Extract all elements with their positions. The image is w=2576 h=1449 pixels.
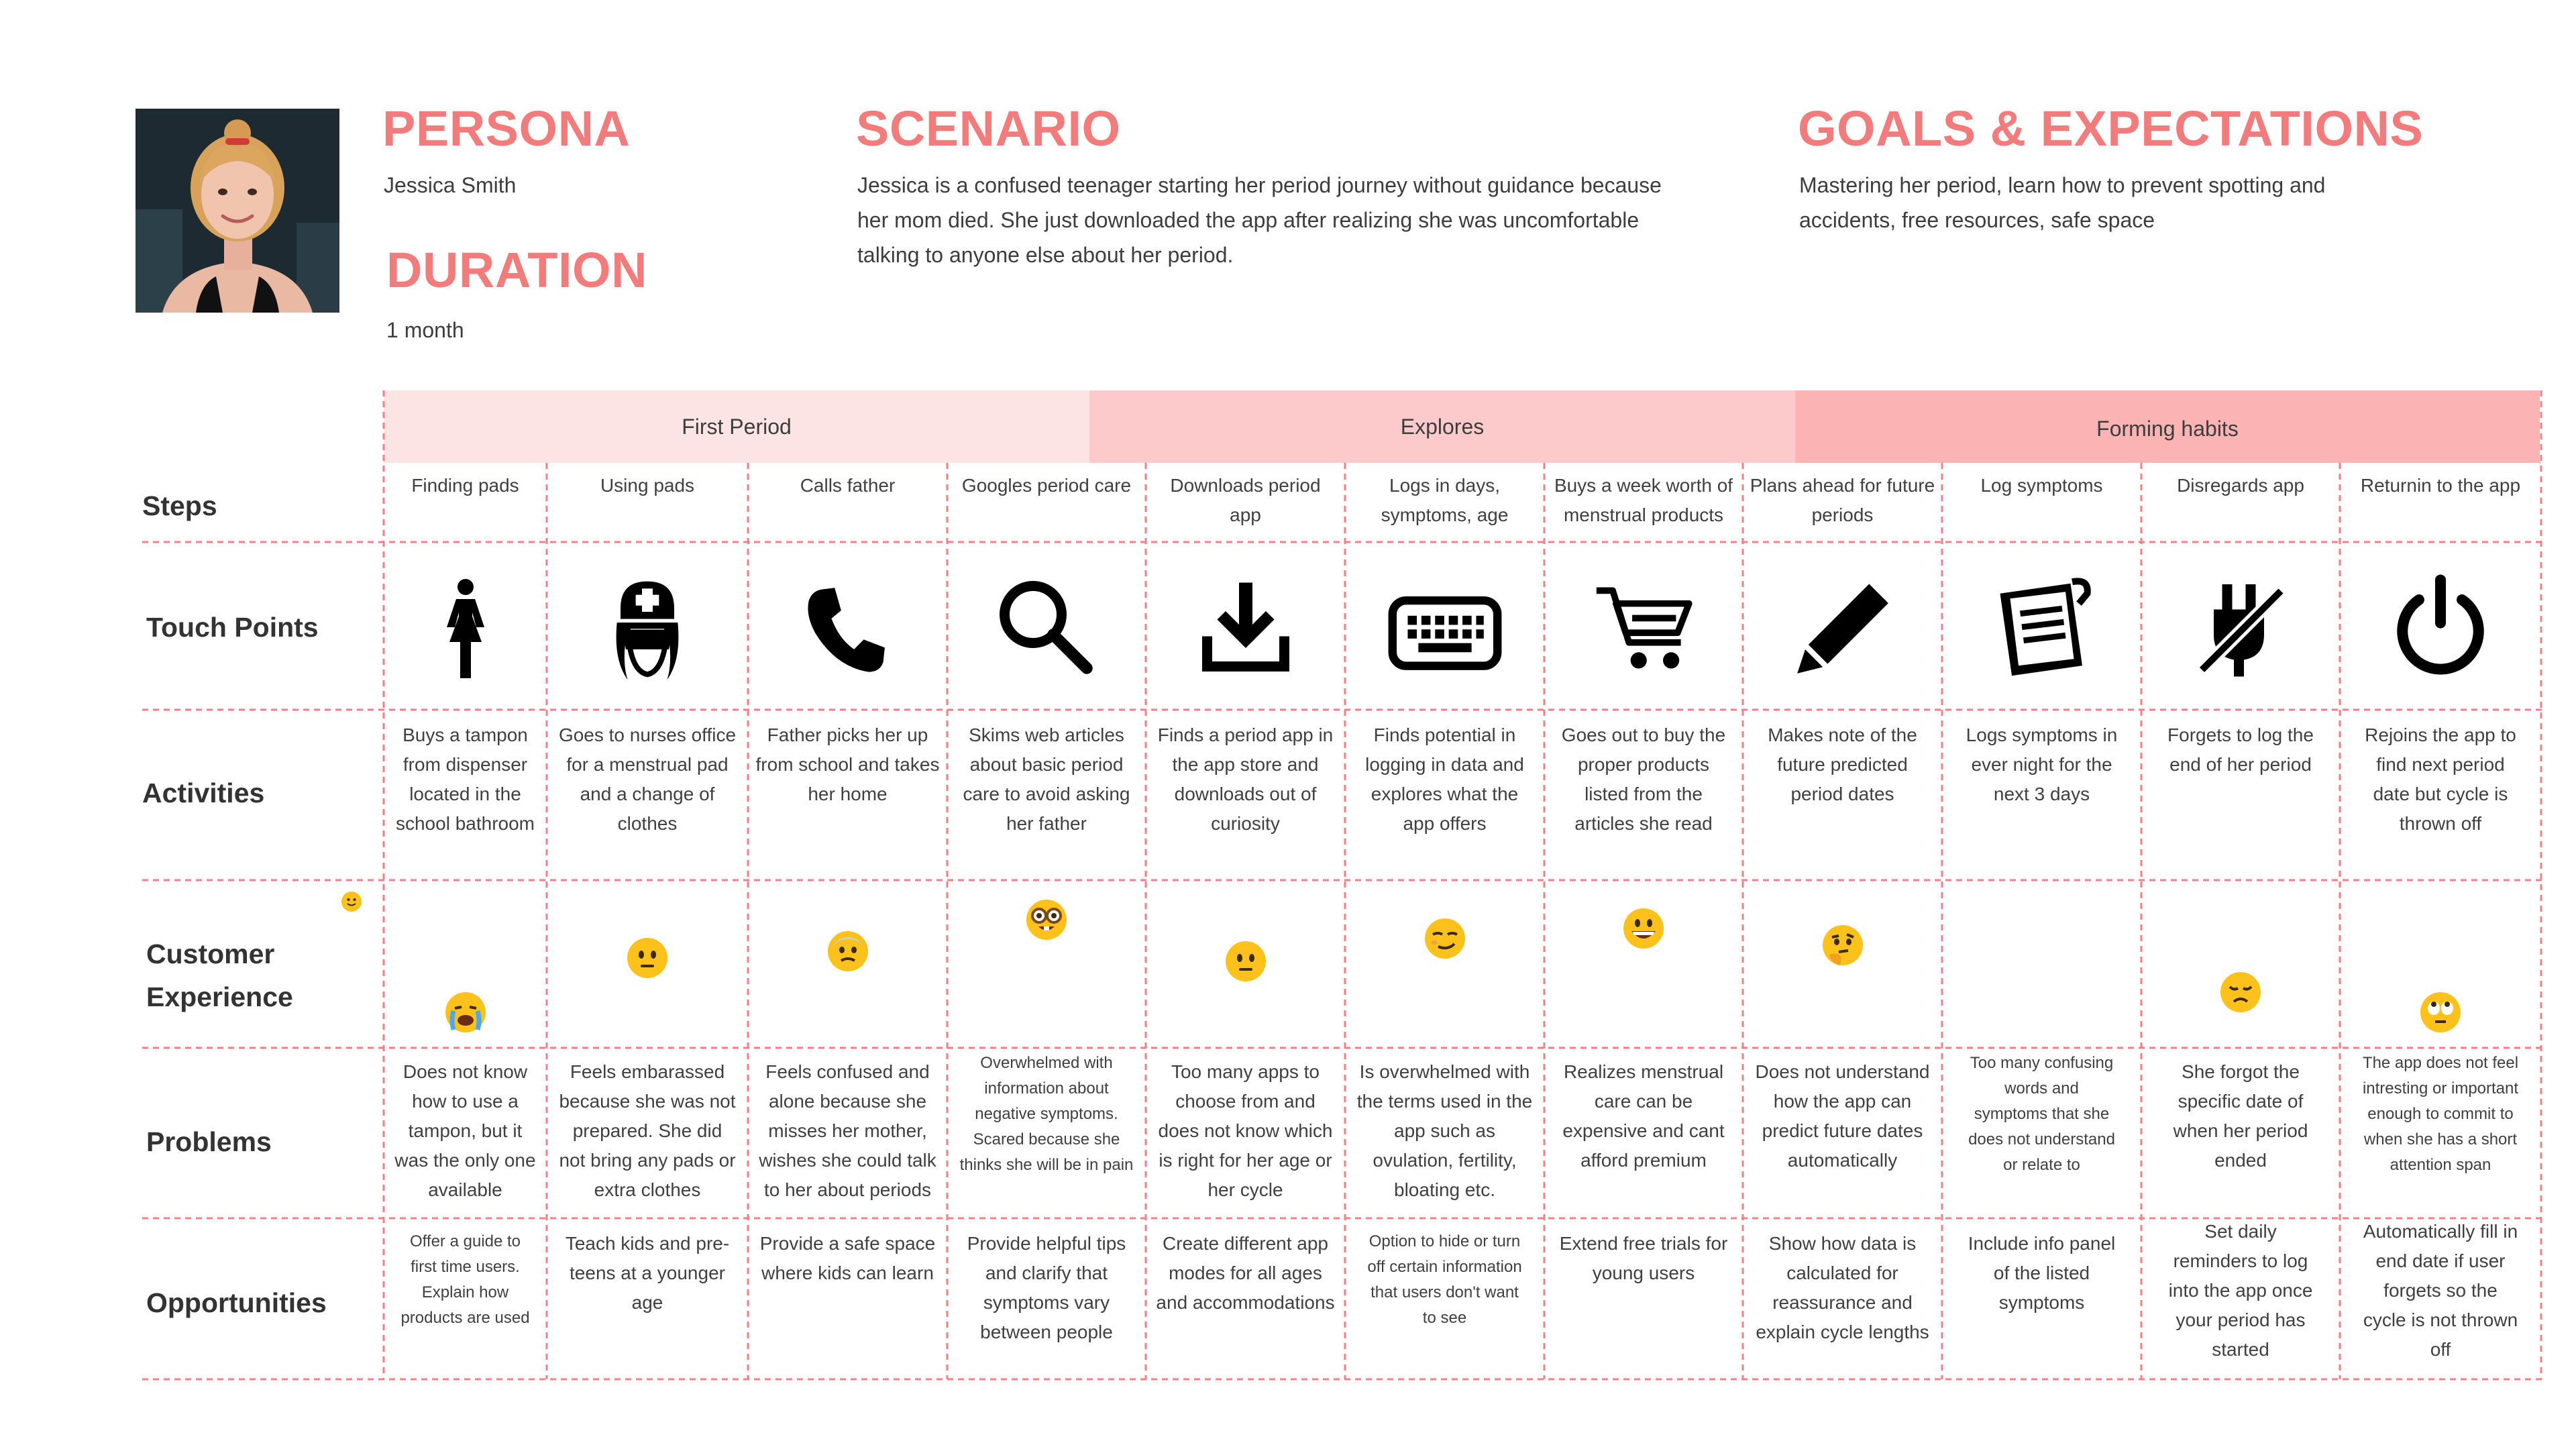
problem-cell — [1146, 1057, 1345, 1205]
goals-line: accidents, free resources, safe space — [1799, 208, 2155, 232]
problem-cell-line: how the app can — [1773, 1091, 1912, 1112]
activity-cell-line: Goes out to buy the — [1561, 724, 1726, 745]
problem-cell-line: negative symptoms. — [975, 1105, 1118, 1123]
activity-cell — [748, 720, 947, 809]
step-cell — [1146, 471, 1345, 530]
neutral-face-icon — [626, 936, 669, 979]
activity-cell-line: end of her period — [2169, 754, 2312, 775]
opportunity-cell-line: Include info panel — [1968, 1233, 2116, 1254]
duration-value: 1 month — [386, 318, 464, 342]
problem-cell-line: predict future dates — [1762, 1120, 1923, 1141]
power-icon — [2391, 574, 2490, 682]
opportunity-cell-line: of the listed — [1993, 1263, 2090, 1283]
opportunity-cell — [748, 1229, 947, 1288]
problem-cell-line: Does not understand — [1755, 1061, 1930, 1082]
step-cell-line: symptoms, age — [1381, 504, 1509, 525]
opportunity-cell-line: where kids can learn — [761, 1263, 934, 1283]
step-cell — [2141, 471, 2340, 500]
opportunity-cell-line: off — [2430, 1339, 2451, 1360]
problem-cell-line: Feels embarassed — [570, 1061, 725, 1082]
activity-cell-line: Logs symptoms in — [1966, 724, 2118, 745]
crying-face-icon — [444, 991, 487, 1034]
row-label-line: Customer — [146, 938, 275, 969]
activity-cell-line: located in the — [409, 784, 521, 804]
activity-cell-line: explores what the — [1371, 784, 1519, 804]
problem-cell-line: choose from and — [1175, 1091, 1316, 1112]
opportunity-cell — [1544, 1229, 1743, 1288]
opportunity-cell-line: teens at a younger — [570, 1263, 725, 1283]
activity-cell-line: care to avoid asking — [963, 784, 1130, 804]
step-cell-line: Logs in days, — [1389, 475, 1500, 496]
phase-label: Explores — [1400, 414, 1485, 439]
problem-cell-line: when her period — [2173, 1120, 2308, 1141]
opportunity-cell-line: Show how data is — [1768, 1233, 1917, 1254]
problem-cell-line: ovulation, fertility, — [1373, 1150, 1517, 1171]
scenario-line: her mom died. She just downloaded the app after realizing she was uncomfortable — [857, 208, 1640, 232]
step-cell-line: periods — [1811, 504, 1874, 525]
problem-cell-line: or relate to — [2003, 1156, 2080, 1174]
step-cell-line: Downloads period — [1170, 475, 1321, 496]
opportunity-cell-line: age — [631, 1292, 663, 1313]
opportunity-cell-line: Provide helpful tips — [967, 1233, 1126, 1254]
activity-cell — [1942, 720, 2141, 809]
problem-cell — [748, 1057, 947, 1205]
pencil-icon — [1792, 578, 1893, 678]
phase-label: Forming habits — [2096, 416, 2239, 441]
problem-cell — [547, 1057, 748, 1205]
problem-cell-line: Does not know — [402, 1061, 528, 1082]
problem-cell — [2141, 1057, 2340, 1175]
activity-cell-line: school bathroom — [395, 813, 535, 834]
problem-cell-line: extra clothes — [594, 1179, 701, 1200]
problem-cell-line: Overwhelmed with — [980, 1054, 1113, 1072]
opportunity-cell-line: symptoms — [1998, 1292, 2085, 1313]
nurse-icon — [597, 574, 698, 682]
notepad-icon — [1992, 574, 2092, 682]
step-cell — [547, 471, 748, 500]
grinning-face-icon — [1622, 907, 1665, 950]
opportunity-cell — [1146, 1229, 1345, 1318]
opportunity-cell-line: Offer a guide to — [410, 1232, 521, 1250]
problem-cell-line: wishes she could talk — [759, 1150, 936, 1171]
problem-cell-line: was the only one — [394, 1150, 536, 1171]
step-cell-line: Using pads — [600, 475, 695, 496]
activity-cell-line: clothes — [617, 813, 678, 834]
row-label-opportunities: Opportunities — [146, 1287, 327, 1318]
opportunity-cell-line: off certain information — [1367, 1258, 1522, 1276]
activity-cell-line: and a change of — [580, 784, 715, 804]
activity-cell-line: logging in data and — [1365, 754, 1524, 775]
problem-cell-line: prepared. She did — [572, 1120, 722, 1141]
problem-cell-line: does not know which — [1158, 1120, 1333, 1141]
opportunity-cell-line: first time users. — [411, 1258, 520, 1276]
activity-cell-line: downloads out of — [1174, 784, 1317, 804]
activity-cell — [1345, 720, 1544, 839]
activity-cell-line: date but cycle is — [2373, 784, 2508, 804]
step-cell — [2340, 471, 2541, 500]
opportunity-cell-line: and clarify that — [985, 1263, 1108, 1283]
opportunity-cell-line: Option to hide or turn — [1368, 1232, 1521, 1250]
row-label-line: Experience — [146, 981, 293, 1012]
problem-cell-line: not bring any pads or — [559, 1150, 736, 1171]
problem-cell — [1345, 1057, 1544, 1205]
step-cell-line: Log symptoms — [1980, 475, 2103, 496]
nerd-face-icon — [1025, 898, 1068, 941]
opportunity-cell-line: reassurance and — [1772, 1292, 1913, 1313]
activity-cell-line: listed from the — [1585, 784, 1703, 804]
sad-face-icon — [2219, 971, 2262, 1014]
problem-cell-line: does not understand — [1968, 1130, 2115, 1148]
opportunity-cell-line: products are used — [400, 1309, 530, 1327]
keyboard-icon — [1388, 581, 1502, 675]
step-cell-line: Disregards app — [2177, 475, 2304, 496]
duration-heading: DURATION — [386, 242, 648, 298]
activity-cell-line: Finds a period app in — [1157, 724, 1334, 745]
activity-cell — [2141, 720, 2340, 780]
neutral-face-icon — [1224, 940, 1267, 983]
phase-label: First Period — [682, 414, 792, 439]
scenario-line: talking to anyone else about her period. — [857, 243, 1234, 267]
problem-cell-line: She forgot the — [2182, 1061, 2300, 1082]
activity-cell-line: ever night for the — [1971, 754, 2112, 775]
opportunity-cell — [1743, 1229, 1942, 1347]
step-cell — [1743, 471, 1942, 530]
activity-cell — [947, 720, 1146, 839]
problem-cell-line: automatically — [1787, 1150, 1898, 1171]
problem-cell — [384, 1057, 547, 1205]
activity-cell-line: Rejoins the app to — [2365, 724, 2516, 745]
opportunity-cell-line: symptoms vary — [983, 1292, 1110, 1313]
persona-name: Jessica Smith — [384, 173, 517, 197]
activity-cell-line: her father — [1006, 813, 1087, 834]
activity-cell — [2340, 720, 2541, 839]
activity-cell-line: next 3 days — [1993, 784, 2090, 804]
thinking-face-icon — [1821, 924, 1864, 967]
problem-cell-line: Is overwhelmed with — [1359, 1061, 1530, 1082]
activity-cell-line: for a menstrual pad — [566, 754, 729, 775]
step-cell-line: Finding pads — [411, 475, 519, 496]
problem-cell-line: Too many confusing — [1970, 1054, 2114, 1072]
problem-cell-line: care can be — [1594, 1091, 1693, 1112]
problem-cell-line: Feels confused and — [765, 1061, 930, 1082]
step-cell — [1544, 471, 1743, 530]
opportunity-cell-line: cycle is not thrown — [2363, 1309, 2518, 1330]
opportunity-cell-line: Extend free trials for — [1559, 1233, 1728, 1254]
persona-heading: PERSONA — [382, 101, 631, 156]
activity-cell-line: from school and takes — [755, 754, 940, 775]
opportunity-cell-line: end date if user — [2375, 1250, 2506, 1271]
activity-cell-line: Skims web articles — [969, 724, 1124, 745]
activity-cell-line: Makes note of the — [1768, 724, 1917, 745]
opportunity-cell-line: Set daily — [2204, 1221, 2277, 1242]
activity-cell-line: Finds potential in — [1373, 724, 1516, 745]
problem-cell-line: how to use a — [412, 1091, 519, 1112]
step-cell-line: menstrual products — [1563, 504, 1724, 525]
problem-cell-line: to her about periods — [763, 1179, 932, 1200]
problem-cell-line: Too many apps to — [1171, 1061, 1320, 1082]
problem-cell-line: bloating etc. — [1394, 1179, 1495, 1200]
row-label-problems: Problems — [146, 1126, 272, 1157]
problem-cell-line: The app does not feel — [2362, 1054, 2519, 1072]
activity-cell — [1146, 720, 1345, 839]
opportunity-cell-line: Explain how — [421, 1283, 509, 1301]
goals-heading: GOALS & EXPECTATIONS — [1798, 101, 2424, 156]
step-cell-line: app — [1230, 504, 1261, 525]
step-cell — [748, 471, 947, 500]
opportunity-cell-line: reminders to log — [2173, 1250, 2308, 1271]
problem-cell — [1942, 1051, 2141, 1178]
activity-cell-line: Father picks her up — [767, 724, 928, 745]
activity-cell-line: find next period — [2376, 754, 2505, 775]
step-cell — [947, 471, 1146, 500]
activity-cell-line: Goes to nurses office — [558, 724, 737, 745]
opportunity-cell — [947, 1229, 1146, 1347]
activity-cell-line: about basic period — [969, 754, 1124, 775]
step-cell-line: Calls father — [800, 475, 896, 496]
magnifier-icon — [996, 578, 1097, 678]
smirk-face-icon — [1424, 917, 1466, 960]
activity-cell-line: the app store and — [1172, 754, 1319, 775]
problem-cell-line: misses her mother, — [768, 1120, 927, 1141]
activity-cell-line: her home — [808, 784, 888, 804]
unplugged-icon — [2194, 576, 2288, 680]
step-cell-line: Plans ahead for future — [1750, 475, 1935, 496]
opportunity-cell — [1942, 1229, 2141, 1318]
activity-cell-line: thrown off — [2399, 813, 2482, 834]
opportunity-cell-line: Provide a safe space — [759, 1233, 936, 1254]
problem-cell-line: intresting or important — [2362, 1079, 2519, 1097]
shopping-cart-icon — [1593, 578, 1694, 678]
problem-cell-line: available — [428, 1179, 502, 1200]
opportunity-cell — [547, 1229, 748, 1318]
row-label-activities: Activities — [142, 777, 265, 808]
scenario-heading: SCENARIO — [856, 101, 1121, 156]
opportunity-cell — [2141, 1217, 2340, 1364]
activity-cell — [1544, 720, 1743, 839]
step-cell-line: Googles period care — [961, 475, 1132, 496]
opportunity-cell-line: to see — [1422, 1309, 1467, 1327]
row-label-touch-points: Touch Points — [146, 612, 319, 643]
problem-cell-line: ended — [2214, 1150, 2267, 1171]
opportunity-cell-line: between people — [980, 1322, 1113, 1342]
problem-cell-line: information about — [984, 1079, 1109, 1097]
activity-cell — [384, 720, 547, 839]
problem-cell-line: afford premium — [1580, 1150, 1707, 1171]
activity-cell-line: proper products — [1577, 754, 1710, 775]
opportunity-cell-line: that users don't want — [1371, 1283, 1519, 1301]
row-label-steps: Steps — [142, 490, 217, 521]
problem-cell-line: Realizes menstrual — [1563, 1061, 1724, 1082]
step-cell — [384, 471, 547, 500]
opportunity-cell-line: explain cycle lengths — [1756, 1322, 1929, 1342]
problem-cell-line: alone because she — [768, 1091, 927, 1112]
problem-cell-line: symptoms that she — [1974, 1105, 2110, 1123]
opportunity-cell-line: forgets so the — [2383, 1280, 2498, 1301]
activity-cell-line: from dispenser — [402, 754, 528, 775]
problem-cell-line: her cycle — [1208, 1179, 1283, 1200]
problem-cell-line: when she has a short — [2363, 1130, 2518, 1148]
problem-cell-line: is right for her age or — [1159, 1150, 1332, 1171]
problem-cell-line: Scared because she — [973, 1130, 1120, 1148]
problem-cell-line: expensive and cant — [1562, 1120, 1725, 1141]
phone-icon — [802, 583, 893, 674]
problem-cell-line: tampon, but it — [408, 1120, 523, 1141]
eye-roll-face-icon — [2419, 991, 2462, 1034]
opportunity-cell-line: young users — [1592, 1263, 1695, 1283]
opportunity-cell-line: Create different app — [1163, 1233, 1328, 1254]
activity-cell — [1743, 720, 1942, 809]
problem-cell-line: because she was not — [559, 1091, 736, 1112]
activity-cell-line: period dates — [1790, 784, 1894, 804]
activity-cell-line: app offers — [1403, 813, 1487, 834]
opportunity-cell-line: started — [2212, 1339, 2269, 1360]
opportunity-cell — [1345, 1229, 1544, 1331]
opportunity-cell-line: and accommodations — [1156, 1292, 1335, 1313]
activity-cell-line: curiosity — [1211, 813, 1280, 834]
problem-cell-line: thinks she will be in pain — [959, 1156, 1134, 1174]
activity-cell-line: Buys a tampon — [402, 724, 528, 745]
problem-cell-line: app such as — [1394, 1120, 1495, 1141]
activity-cell-line: Forgets to log the — [2167, 724, 2314, 745]
goals-line: Mastering her period, learn how to prevent spotting and — [1799, 173, 2326, 197]
confused-face-icon — [826, 930, 869, 973]
scenario-line: Jessica is a confused teenager starting her period journey without guidance because — [857, 173, 1662, 197]
step-cell-line: Returnin to the app — [2360, 475, 2521, 496]
opportunity-cell — [2340, 1217, 2541, 1364]
step-cell — [1942, 471, 2141, 500]
problem-cell-line: words and — [2004, 1079, 2079, 1097]
activity-cell — [547, 720, 748, 839]
problem-cell — [947, 1051, 1146, 1178]
problem-cell — [1743, 1057, 1942, 1175]
download-icon — [1195, 578, 1296, 678]
step-cell — [1345, 471, 1544, 530]
opportunity-cell-line: Teach kids and pre- — [565, 1233, 730, 1254]
problem-cell-line: specific date of — [2178, 1091, 2304, 1112]
activity-cell-line: articles she read — [1574, 813, 1713, 834]
problem-cell-line: the terms used in the — [1356, 1091, 1533, 1112]
problem-cell-line: attention span — [2390, 1156, 2491, 1174]
opportunity-cell-line: Automatically fill in — [2363, 1221, 2518, 1242]
problem-cell — [2340, 1051, 2541, 1178]
activity-cell-line: future predicted — [1777, 754, 1908, 775]
problem-cell — [1544, 1057, 1743, 1175]
opportunity-cell — [384, 1229, 547, 1331]
opportunity-cell-line: your period has — [2176, 1309, 2306, 1330]
opportunity-cell-line: modes for all ages — [1169, 1263, 1322, 1283]
step-cell-line: Buys a week worth of — [1554, 475, 1733, 496]
opportunity-cell-line: calculated for — [1786, 1263, 1898, 1283]
problem-cell-line: enough to commit to — [2367, 1105, 2514, 1123]
woman-icon — [432, 564, 499, 692]
opportunity-cell-line: into the app once — [2168, 1280, 2313, 1301]
